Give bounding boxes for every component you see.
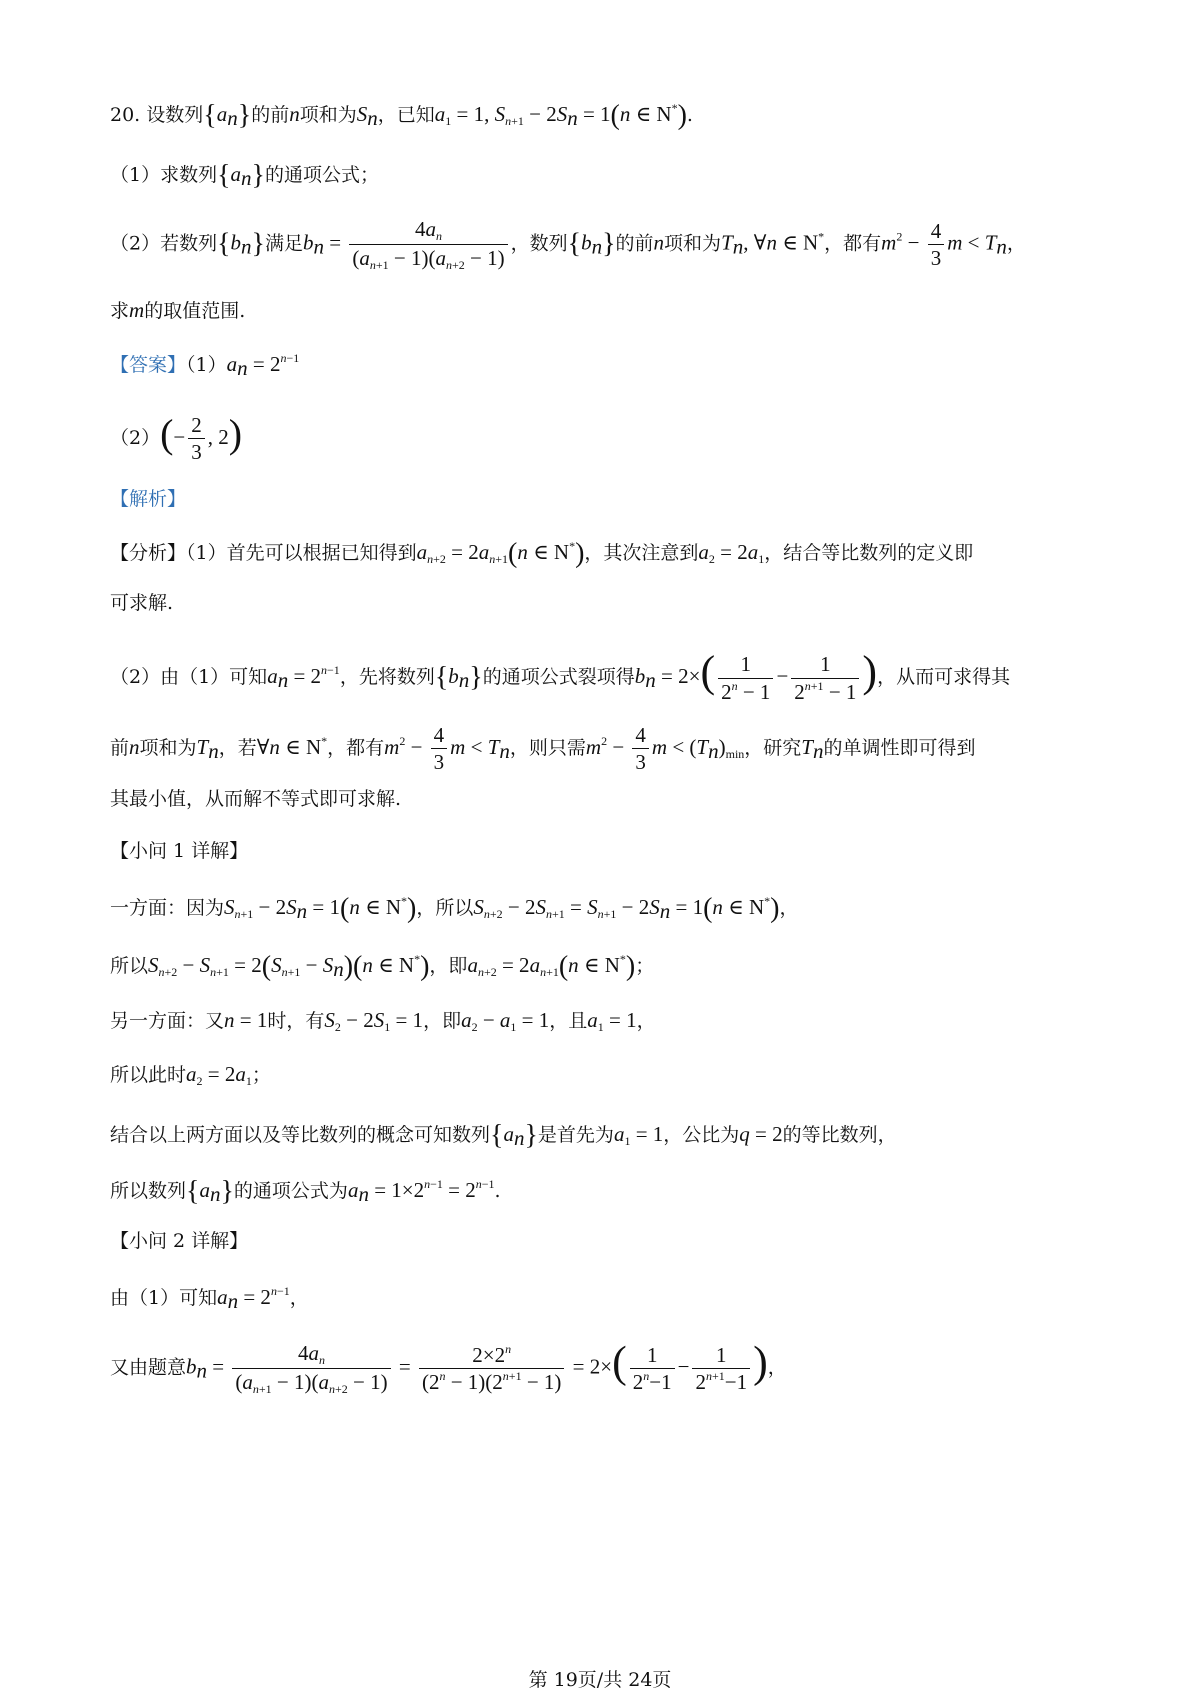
q1-line-2: 所以$S_{n+2} - S_{n+1} = 2(S_{n+1} - S_n)(n$ ∈ N*)，即$a_{n+2} = 2a_{n+1}(n$ ∈ N*)； [110, 951, 655, 982]
q1-line-1: 一方面：因为$S_{n+1} - 2S_n = 1(n$ ∈ N*)，所以$S_{n+2} - 2S_{n+1} = S_{n+1} - 2S_n = 1(n$ ∈ N*)， [110, 893, 799, 924]
q1-line-6: 所以数列$\{a_n\}$的通项公式为$a_n = 1\times 2^{n-1} = 2^{n-1}$. [110, 1176, 501, 1207]
q2-line-1: 由（1）可知$a_n = 2^{n-1}$， [110, 1284, 309, 1313]
part-1-question: （1）求数列$\{a_n\}$的通项公式； [110, 160, 380, 191]
answer-line-1: 【答案】$(1)a_n = 2^{n-1}$ [110, 351, 300, 380]
problem-statement: 20. 设数列$\{a_n\}$的前n项和为$S_n$，已知$a_1 = 1$, $S_{n+1} - 2S_n = 1(n$ ∈ N*). [110, 100, 693, 131]
analysis-line-1: 【分析】（1）首先可以根据已知得到$a_{n+2} = 2a_{n+1}(n$ ∈ N*)，其次注意到$a_2 = 2a_1$，结合等比数列的定义即 [110, 538, 974, 569]
analysis-line-5: 其最小值，从而解不等式即可求解. [110, 788, 402, 810]
answer-line-2: （2）(− $\frac{2}{3}$ , 2) [110, 410, 243, 465]
part-2-question: （2）若数列$\{b_n\}$满足$b_n$ = $\frac{4a_n}{(a_{n+1} - 1)(a_{n+2} - 1)}$ ，数列$\{b_n\}$的前n项和为$T_n$, ∀n ∈ N*，都有$m^2$ − $\frac{4}{3}$ $m < T_n$， [110, 217, 1026, 272]
part-2-question-line2: 求m的取值范围. [110, 298, 246, 322]
analysis-line-3: （2）由（1）可知$a_n = 2^{n-1}$，先将数列$\{b_n\}$的通项公式裂项得$b_n = 2\times$( $\frac{1}{2^n - 1}$ − $\frac{1}{2^{n+1} - 1}$ )，从而可求得其 [110, 647, 1011, 704]
q1-tag: 【小问 1 详解】 [110, 840, 249, 862]
analysis-line-4: 前n项和为$T_n$，若∀n ∈ N*，都有$m^2$ − $\frac{4}{3}$ $m < T_n$，则只需$m^2$ − $\frac{4}{3}$ $m < (T_n)_{min}$，研究$T_n$的单调性即可得到 [110, 723, 976, 775]
q2-tag: 【小问 2 详解】 [110, 1230, 249, 1252]
q2-line-2: 又由题意$b_n$ = $\frac{4a_n}{(a_{n+1} - 1)(a_{n+2} - 1)}$ = $\frac{2\times 2^n}{(2^n - 1)(2^{n+1} - 1)}$ = 2×( $\frac{1}{2^n-1}$ − $\frac{1}{2^{n+1}-1}$ )， [110, 1337, 787, 1396]
page-footer: 第 19页/共 24页 [528, 1669, 672, 1691]
answer-tag: 【答案】 [110, 354, 187, 376]
problem-number: 20. [110, 104, 141, 126]
fraction: $\frac{4a_n}{(a_{n+1} - 1)(a_{n+2} - 1)}$ [349, 216, 507, 273]
q1-line-3: 另一方面：又n = 1时，有$S_2 - 2S_1 = 1$，即$a_2 - a_1 = 1$，且$a_1 = 1$， [110, 1008, 656, 1034]
q1-line-4: 所以此时$a_2 = 2a_1$； [110, 1062, 271, 1088]
q1-line-5: 结合以上两方面以及等比数列的概念可知数列$\{a_n\}$是首先为$a_1 = 1$，公比为q = 2的等比数列， [110, 1120, 897, 1151]
analysis-tag: 【解析】 [110, 488, 187, 510]
analysis-line-2: 可求解. [110, 592, 174, 614]
